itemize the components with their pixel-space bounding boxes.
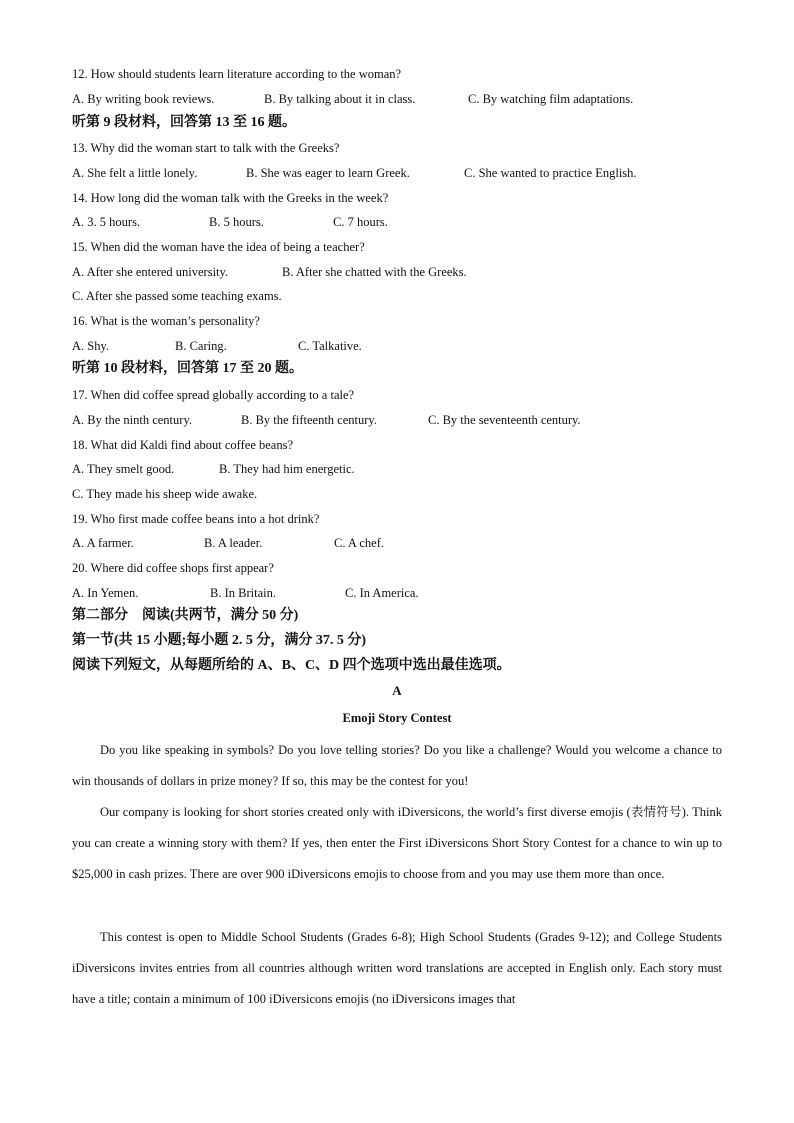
option-20b: B. In Britain.	[210, 586, 276, 600]
section-9-heading: 听第 9 段材料，回答第 13 至 16 题。	[72, 115, 296, 130]
option-12b: B. By talking about it in class.	[264, 92, 416, 106]
option-12c: C. By watching film adaptations.	[468, 92, 634, 106]
part-2-heading: 第二部分 阅读(共两节，满分 50 分)	[72, 608, 299, 623]
option-20c: C. In America.	[345, 586, 419, 600]
option-13b: B. She was eager to learn Greek.	[246, 166, 410, 180]
option-18c: C. They made his sheep wide awake.	[72, 487, 258, 501]
option-13a: A. She felt a little lonely.	[72, 166, 198, 180]
reading-instruction: 阅读下列短文，从每题所给的 A、B、C、D 四个选项中选出最佳选项。	[72, 658, 511, 673]
option-19a: A. A farmer.	[72, 536, 134, 550]
option-15b: B. After she chatted with the Greeks.	[282, 265, 467, 279]
question-19: 19. Who first made coffee beans into a hot drink?	[72, 512, 320, 526]
option-20a: A. In Yemen.	[72, 586, 139, 600]
option-18a: A. They smelt good.	[72, 462, 175, 476]
question-18: 18. What did Kaldi find about coffee beans?	[72, 438, 293, 452]
passage-paragraph-2: Our company is looking for short stories created only with iDiversicons, the world’s first diverse emojis (表情符号). Think you can create a winning story with them? If yes, then enter the First iDiversicons Short Story Contest for a chance to win up to $25,000 in cash prizes. There are over 900 iDiversicons emojis to choose from and you may use them more than once.	[72, 805, 722, 881]
section-1-heading: 第一节(共 15 小题;每小题 2. 5 分，满分 37. 5 分)	[72, 633, 366, 648]
option-17a: A. By the ninth century.	[72, 413, 193, 427]
option-16c: C. Talkative.	[298, 339, 362, 353]
option-14a: A. 3. 5 hours.	[72, 215, 141, 229]
question-20: 20. Where did coffee shops first appear?	[72, 561, 274, 575]
option-12a: A. By writing book reviews.	[72, 92, 215, 106]
passage-title: Emoji Story Contest	[342, 711, 452, 725]
passage-letter: A	[392, 683, 402, 698]
option-13c: C. She wanted to practice English.	[464, 166, 637, 180]
question-17: 17. When did coffee spread globally according to a tale?	[72, 388, 355, 402]
option-18b: B. They had him energetic.	[219, 462, 355, 476]
option-17c: C. By the seventeenth century.	[428, 413, 581, 427]
option-19c: C. A chef.	[334, 536, 384, 550]
option-15a: A. After she entered university.	[72, 265, 229, 279]
option-16b: B. Caring.	[175, 339, 227, 353]
option-17b: B. By the fifteenth century.	[241, 413, 377, 427]
option-15c: C. After she passed some teaching exams.	[72, 289, 282, 303]
option-19b: B. A leader.	[204, 536, 263, 550]
question-15: 15. When did the woman have the idea of being a teacher?	[72, 240, 365, 254]
section-10-heading: 听第 10 段材料，回答第 17 至 20 题。	[72, 361, 303, 376]
option-14c: C. 7 hours.	[333, 215, 388, 229]
option-14b: B. 5 hours.	[209, 215, 264, 229]
question-12: 12. How should students learn literature according to the woman?	[72, 67, 402, 81]
passage-paragraph-3: This contest is open to Middle School Students (Grades 6-8); High School Students (Grades 9-12); and College Students iDiversicons invites entries from all countries although written word translations are accepted in English only. Each story must have a title; contain a minimum of 100 iDiversicons emojis (no iDiversicons images that	[72, 930, 722, 1006]
question-14: 14. How long did the woman talk with the Greeks in the week?	[72, 191, 389, 205]
option-16a: A. Shy.	[72, 339, 110, 353]
question-13: 13. Why did the woman start to talk with the Greeks?	[72, 141, 340, 155]
question-16: 16. What is the woman’s personality?	[72, 314, 260, 328]
passage-paragraph-1: Do you like speaking in symbols? Do you love telling stories? Do you like a challenge? Would you welcome a chance to win thousands of dollars in prize money? If so, this may be the contest for you!	[72, 743, 722, 788]
